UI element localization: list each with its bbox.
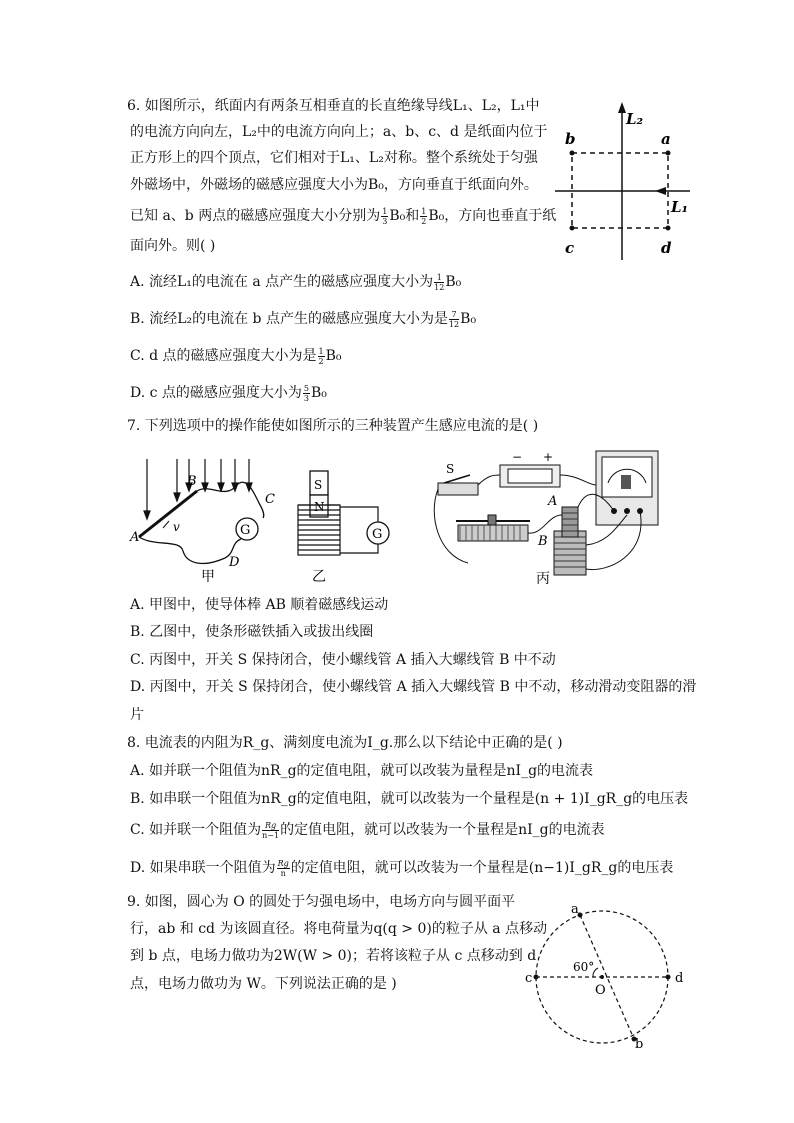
q7-option-a[interactable]: A. 甲图中，使导体棒 AB 顺着磁感线运动 (130, 597, 389, 613)
q6-option-b[interactable]: B. 流经L₂的电流在 b 点产生的磁感应强度大小为是 $\frac{7}{12}$ B₀ (130, 309, 477, 329)
angle-label: 60° (573, 960, 595, 974)
q7-option-b[interactable]: B. 乙图中，使条形磁铁插入或拔出线圈 (130, 624, 374, 640)
q7-option-d-cont: 片 (130, 707, 144, 723)
label-a: a (661, 130, 671, 148)
q7-stem: 7. 下列选项中的操作能使如图所示的三种装置产生感应电流的是( ) (127, 418, 539, 434)
q8-option-c[interactable]: C. 如并联一个阻值为 $\frac{Rg}{n-1}$ 的定值电阻，就可以改装为一个量程是nI_g的电流表 (130, 820, 605, 840)
q7-option-c[interactable]: C. 丙图中，开关 S 保持闭合，使小螺线管 A 插入大螺线管 B 中不动 (130, 652, 556, 668)
point-a: a (571, 905, 579, 917)
q8-option-a[interactable]: A. 如并联一个阻值为nR_g的定值电阻，就可以改装为量程是nI_g的电流表 (130, 763, 594, 779)
q6-wire-figure (555, 100, 705, 260)
label-B: B (187, 474, 197, 489)
q8-stem: 8. 电流表的内阻为R_g、满刻度电流为I_g.那么以下结论中正确的是( ) (127, 735, 563, 751)
battery-minus: − (512, 450, 523, 464)
q6-line5: 已知 a、b 两点的磁感应强度大小分别为 $\frac{1}{3}$ B₀和 $\frac{1}{2}$ B₀，方向也垂直于纸 (130, 206, 557, 226)
battery-plus: + (543, 450, 554, 464)
q6-option-c[interactable]: C. d 点的磁感应强度大小为是 $\frac{1}{2}$ B₀ (130, 346, 342, 366)
q6-line6: 面向外。则( ) (130, 238, 216, 254)
point-d: d (675, 971, 684, 986)
point-c: c (525, 971, 533, 986)
q7-option-d[interactable]: D. 丙图中，开关 S 保持闭合，使小螺线管 A 插入大螺线管 B 中不动，移动滑动变阻器的滑 (130, 679, 697, 695)
q7-figure-yi (288, 465, 408, 585)
q6-line4: 外磁场中，外磁场的磁感应强度大小为B₀，方向垂直于纸面向外。 (130, 177, 538, 193)
q9-line4: 点，电场力做功为 W。下列说法正确的是 ) (130, 976, 397, 992)
galvanometer-label-yi: G (372, 527, 383, 542)
q9-line3: 到 b 点，电场力做功为2W(W > 0)；若将该粒子从 c 点移动到 d (130, 948, 537, 964)
magnet-S: S (314, 478, 323, 492)
q8-option-b[interactable]: B. 如串联一个阻值为nR_g的定值电阻，就可以改装为一个量程是(n + 1)I_gR_g的电压表 (130, 791, 689, 807)
caption-jia: 甲 (201, 569, 215, 585)
label-c: c (565, 239, 575, 257)
label-C: C (265, 492, 275, 507)
q7-figure-jia (125, 455, 285, 585)
q9-circle-figure (525, 905, 695, 1050)
magnet-N: N (314, 500, 325, 514)
switch-label: S (446, 462, 455, 476)
caption-yi: 乙 (312, 569, 326, 585)
q9-line2: 行，ab 和 cd 为该圆直径。将电荷量为q(q > 0)的粒子从 a 点移动 (130, 921, 548, 937)
caption-bing: 丙 (536, 571, 550, 587)
q8-option-d[interactable]: D. 如果串联一个阻值为 $\frac{Rg}{n}$ 的定值电阻，就可以改装为一个量程是(n−1)I_gR_g的电压表 (130, 858, 674, 878)
center-O: O (595, 983, 606, 998)
coil-A-label: A (548, 494, 558, 509)
coil-B-label: B (538, 534, 548, 549)
label-L1: L₁ (671, 198, 689, 216)
q7-figure-bing (428, 445, 668, 587)
q6-line3: 正方形上的四个顶点，它们相对于L₁、L₂对称。整个系统处于匀强 (130, 150, 538, 166)
q9-line1: 9. 如图，圆心为 O 的圆处于匀强电场中，电场方向与圆平面平 (127, 894, 516, 910)
label-b: b (565, 130, 576, 148)
q6-option-a[interactable]: A. 流经L₁的电流在 a 点产生的磁感应强度大小为 $\frac{1}{12}$ B₀ (130, 272, 462, 292)
label-L2: L₂ (626, 110, 644, 128)
label-D: D (229, 555, 240, 570)
q6-line2: 的电流方向向左，L₂中的电流方向向上；a、b、c、d 是纸面内位于 (130, 124, 548, 140)
q6-option-d[interactable]: D. c 点的磁感应强度大小为 $\frac{5}{3}$ B₀ (130, 383, 327, 403)
point-b: b (635, 1037, 644, 1050)
label-A: A (130, 530, 140, 545)
q6-line1: 6. 如图所示，纸面内有两条互相垂直的长直绝缘导线L₁、L₂，L₁中 (127, 98, 540, 114)
label-d: d (661, 239, 672, 257)
galvanometer-label: G (240, 523, 251, 538)
label-v: v (173, 520, 180, 534)
